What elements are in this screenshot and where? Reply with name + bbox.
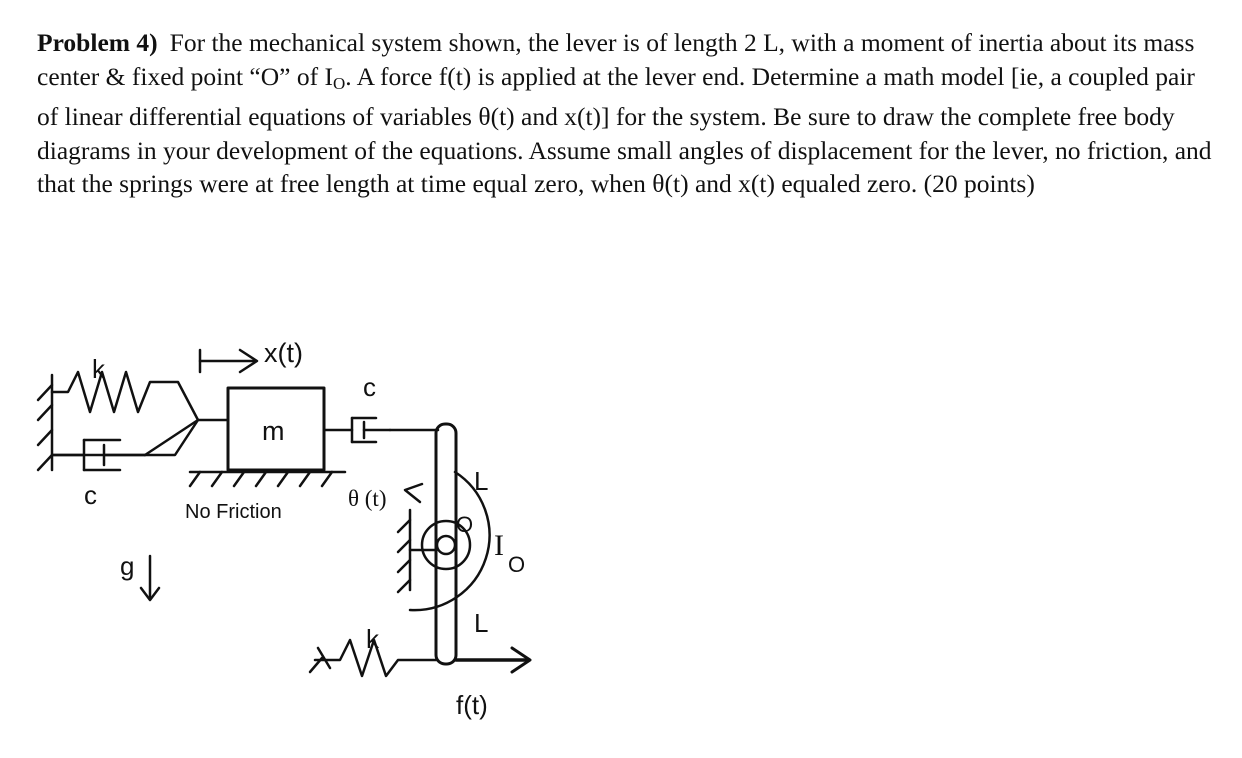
- label-m: m: [262, 416, 285, 446]
- gravity-arrow: [141, 556, 159, 600]
- label-c-left: c: [84, 480, 97, 510]
- ground-surface: [190, 472, 345, 486]
- problem-text-part2: . A force f(t) is applied at the lever end. Determine a math model [ie, a coupled pair of linear differential equations of variables θ(t) and x(t)] for the system. Be sure to draw the complete free body diagrams in your development of the equations. Assume small angles of displacement for the lever, no friction, and that the springs were at free length at time equal zero, when θ(t) and x(t) equaled zero. (20 points): [37, 61, 1212, 198]
- label-k-top: k: [92, 354, 105, 384]
- x-displacement-arrow: [200, 350, 257, 372]
- inertia-subscript: O: [332, 73, 346, 93]
- label-c-right: c: [363, 372, 376, 402]
- label-I: I: [494, 529, 504, 562]
- label-no-friction: No Friction: [185, 501, 282, 523]
- label-L-top: L: [474, 466, 489, 496]
- label-g: g: [120, 551, 135, 581]
- label-L-bottom: L: [474, 608, 489, 638]
- problem-text-part1: For the mechanical system shown, the lever is of length 2 L, with a moment of inertia about its mass center & fixed point “O” of I: [37, 28, 1195, 91]
- left-damper: [52, 420, 198, 470]
- label-x: x(t): [264, 338, 303, 368]
- label-k-bottom: k: [366, 624, 379, 654]
- problem-heading: Problem 4): [37, 28, 158, 57]
- lever-bar: [436, 424, 456, 664]
- label-f: f(t): [456, 690, 488, 720]
- right-damper: [324, 418, 438, 442]
- label-O: O: [456, 512, 474, 537]
- label-I-sub: O: [508, 552, 526, 577]
- force-arrow: [456, 648, 530, 672]
- left-spring: [52, 372, 198, 455]
- label-theta: θ (t): [348, 486, 387, 511]
- left-wall: [38, 375, 52, 470]
